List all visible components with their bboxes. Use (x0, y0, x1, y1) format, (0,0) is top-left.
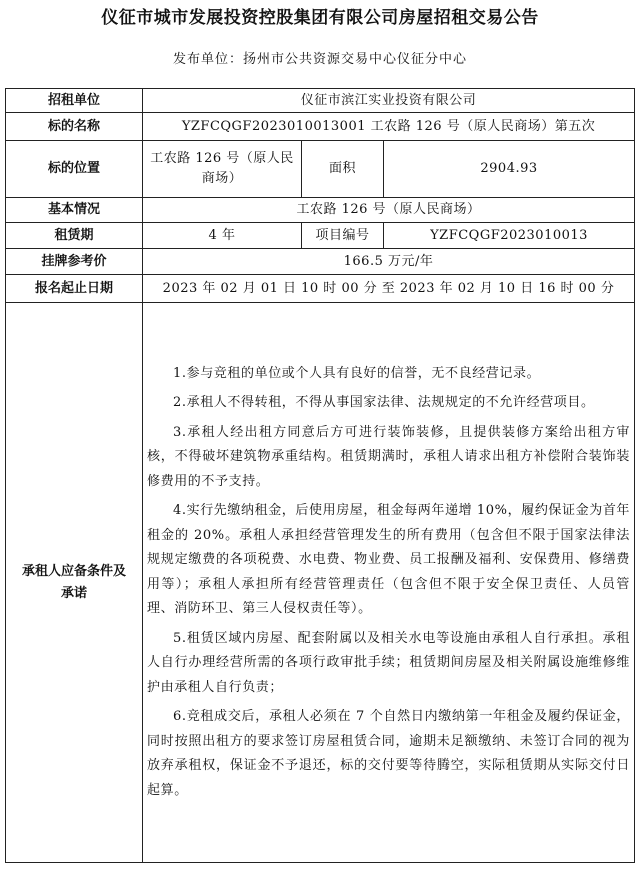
condition-item: 1.参与竞租的单位或个人具有良好的信誉，无不良经营记录。 (173, 365, 541, 381)
publisher-line: 发布单位：扬州市公共资源交易中心仪征分中心 (172, 52, 467, 67)
period-label: 报名起止日期 (6, 275, 143, 303)
row-lessor (6, 89, 635, 113)
condition-item: 2.承租人不得转租，不得从事国家法律、法规规定的不允许经营项目。 (173, 395, 595, 411)
conditions-label: 承租人应备条件及承诺 (6, 303, 143, 863)
row-conditions (6, 303, 635, 863)
basic-label: 基本情况 (6, 198, 143, 223)
price-label: 挂牌参考价 (6, 249, 143, 275)
row-term (6, 223, 635, 249)
condition-item: 3.承租人经出租方同意后方可进行装饰装修，且提供装修方案给出租方审核，不得破坏建筑物承重结构。租赁期满时，承租人请求出租方补偿附合装饰装修费用的不予支持。 (147, 424, 631, 489)
lessor-value: 仪征市滨江实业投资有限公司 (143, 89, 635, 113)
condition-item: 6.竞租成交后，承租人必须在 7 个自然日内缴纳第一年租金及履约保证金，同时按照出租方的要求签订房屋租赁合同，逾期未足额缴纳、未签订合同的视为放弃承租权，保证金不予退还，标的交付要等待腾空，实际租赁期从实际交付日起算。 (147, 709, 631, 798)
location-label: 标的位置 (6, 141, 143, 198)
condition-item: 5.租赁区域内房屋、配套附属以及相关水电等设施由承租人自行承担。承租人自行办理经营所需的各项行政审批手续；租赁期间房屋及相关附属设施维修维护由承租人自行负责； (147, 630, 631, 695)
row-target (6, 113, 635, 141)
lease-info-table (5, 88, 635, 863)
lessor-label: 招租单位 (6, 89, 143, 113)
condition-item: 4.实行先缴纳租金，后使用房屋，租金每两年递增 10%，履约保证金为首年租金的 20%。承租人承担经营管理发生的所有费用（包含但不限于国家法律法规规定缴费的各项税费、水电费、物业费、员工报酬及福利、安保费用、修缮费用等）；承租人承担所有经营管理责任（包含但不限于安全保卫责任、人员管理、消防环卫、第三人侵权责任等）。 (147, 503, 631, 617)
term-value: 4 年 (143, 223, 302, 249)
row-period (6, 275, 635, 303)
row-location (6, 141, 635, 198)
target-label: 标的名称 (6, 113, 143, 141)
project-no-label: 项目编号 (302, 223, 384, 249)
notice-title: 仪征市城市发展投资控股集团有限公司房屋招租交易公告 (101, 8, 539, 28)
area-value: 2904.93 (384, 141, 635, 198)
location-value: 工农路 126 号（原人民商场） (143, 141, 302, 198)
period-value: 2023 年 02 月 01 日 10 时 00 分 至 2023 年 02 月 10 日 16 时 00 分 (143, 275, 635, 303)
basic-value: 工农路 126 号（原人民商场） (143, 198, 635, 223)
price-value: 166.5 万元/年 (143, 249, 635, 275)
target-value: YZFCQGF2023010013001 工农路 126 号（原人民商场）第五次 (143, 113, 635, 141)
project-no-value: YZFCQGF2023010013 (384, 223, 635, 249)
term-label: 租赁期 (6, 223, 143, 249)
row-price (6, 249, 635, 275)
area-label: 面积 (302, 141, 384, 198)
row-basic (6, 198, 635, 223)
conditions-cell (143, 303, 635, 863)
